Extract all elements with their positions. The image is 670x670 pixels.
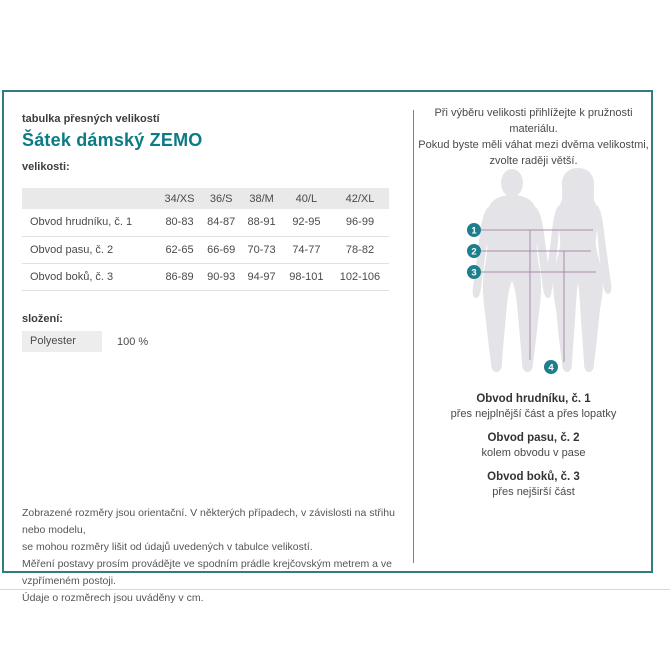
measure-descriptions <box>414 391 653 508</box>
table-row <box>22 236 389 263</box>
measure-item <box>414 430 653 461</box>
marker-1-number: 1 <box>471 225 477 237</box>
measure-desc: přes nejplnější část a přes lopatky <box>450 408 617 420</box>
table-eyebrow: tabulka přesných velikostí <box>22 113 160 125</box>
table-row <box>22 209 389 236</box>
composition-label: složení: <box>22 313 63 325</box>
body-measurement-diagram <box>415 155 655 380</box>
size-value: 96-99 <box>331 209 389 236</box>
row-label: Obvod boků, č. 3 <box>22 263 158 290</box>
marker-4-number: 4 <box>548 362 554 374</box>
composition-material: Polyester <box>22 331 102 352</box>
size-table-section <box>4 92 413 604</box>
disclaimer-line: Údaje o rozměrech jsou uváděny v cm. <box>22 592 204 604</box>
size-chart-panel <box>2 90 653 604</box>
measuring-guide-section <box>414 92 653 571</box>
product-title: Šátek dámský ZEMO <box>22 130 203 150</box>
measure-title: Obvod hrudníku, č. 1 <box>476 393 591 405</box>
advice-line: Při výběru velikosti přihlížejte k pružnosti materiálu. <box>434 107 633 135</box>
size-value: 86-89 <box>158 263 201 290</box>
marker-3-number: 3 <box>471 267 477 279</box>
measure-item <box>414 391 653 422</box>
size-value: 66-69 <box>201 236 241 263</box>
size-column-header: 42/XL <box>331 188 389 209</box>
size-table-header-empty <box>22 188 158 209</box>
row-label: Obvod pasu, č. 2 <box>22 236 158 263</box>
composition-row <box>22 331 148 352</box>
measure-item <box>414 469 653 500</box>
size-value: 78-82 <box>331 236 389 263</box>
size-table-header-row <box>22 188 389 209</box>
male-silhouette <box>473 169 552 372</box>
measure-title: Obvod pasu, č. 2 <box>487 432 580 444</box>
size-value: 94-97 <box>241 263 281 290</box>
advice-line: Pokud byste měli váhat mezi dvěma velikostmi, <box>418 139 649 151</box>
size-value: 80-83 <box>158 209 201 236</box>
composition-percent: 100 % <box>117 335 149 348</box>
row-label: Obvod hrudníku, č. 1 <box>22 209 158 236</box>
size-value: 70-73 <box>241 236 281 263</box>
size-column-header: 34/XS <box>158 188 201 209</box>
size-value: 90-93 <box>201 263 241 290</box>
size-value: 92-95 <box>282 209 331 236</box>
size-value: 62-65 <box>158 236 201 263</box>
table-row <box>22 263 389 290</box>
advice-line: zvolte raději větší. <box>489 155 578 167</box>
size-column-header: 38/M <box>241 188 281 209</box>
size-value: 102-106 <box>331 263 389 290</box>
disclaimer-line: se mohou rozměry lišit od údajů uvedených v tabulce velikostí. <box>22 541 313 553</box>
sizes-label: velikosti: <box>22 161 70 173</box>
disclaimer-line: Měření postavy prosím provádějte ve spodním prádle krejčovským metrem a ve vzpřímeném postoji. <box>22 558 392 587</box>
size-column-header: 40/L <box>282 188 331 209</box>
size-value: 98-101 <box>282 263 331 290</box>
measure-desc: přes nejširší část <box>492 486 575 498</box>
page-separator-line <box>0 589 670 590</box>
disclaimer-line: Zobrazené rozměry jsou orientační. V některých případech, v závislosti na střihu nebo modelu, <box>22 507 395 536</box>
measure-title: Obvod boků, č. 3 <box>487 471 580 483</box>
size-value: 88-91 <box>241 209 281 236</box>
size-value: 74-77 <box>282 236 331 263</box>
measure-desc: kolem obvodu v pase <box>481 447 586 459</box>
body-silhouettes-figure <box>415 155 655 380</box>
marker-2-number: 2 <box>471 246 477 258</box>
size-column-header: 36/S <box>201 188 241 209</box>
disclaimer-text <box>22 505 413 607</box>
female-silhouette <box>545 168 612 372</box>
size-table <box>22 188 389 291</box>
size-value: 84-87 <box>201 209 241 236</box>
